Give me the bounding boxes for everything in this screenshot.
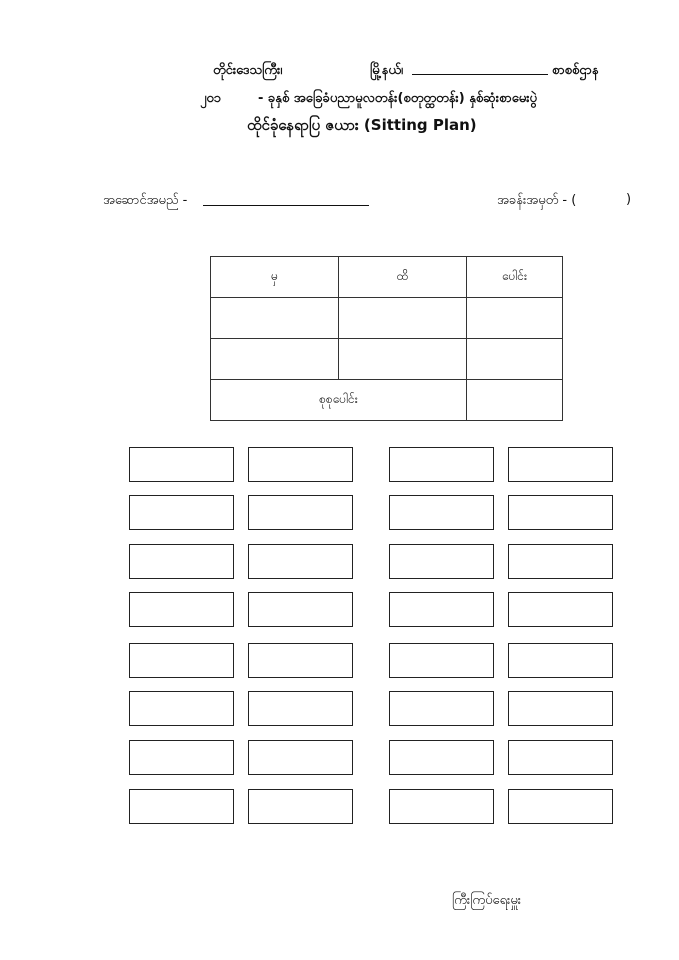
seat-box[interactable]: [508, 447, 613, 482]
seat-box[interactable]: [129, 740, 234, 775]
seat-box[interactable]: [508, 691, 613, 726]
seat-box[interactable]: [508, 740, 613, 775]
seat-box[interactable]: [248, 740, 353, 775]
summary-row: [211, 298, 563, 339]
township-label: မြို့နယ်၊: [370, 63, 404, 78]
seat-box[interactable]: [389, 495, 494, 530]
seat-box[interactable]: [248, 592, 353, 627]
cell-total-1[interactable]: [467, 298, 563, 339]
room-label: အခန်းအမှတ် - (: [497, 193, 577, 208]
cell-from-1[interactable]: [211, 298, 339, 339]
grand-total-label: စုစုပေါင်း: [211, 380, 467, 421]
supervisor-label: ကြီးကြပ်ရေးမှူး: [452, 893, 522, 908]
seat-box[interactable]: [389, 691, 494, 726]
township-blank-line[interactable]: [412, 74, 548, 75]
seat-box[interactable]: [508, 592, 613, 627]
seat-box[interactable]: [248, 643, 353, 678]
header-total: ပေါင်း: [467, 257, 563, 298]
seat-box[interactable]: [389, 544, 494, 579]
seat-box[interactable]: [389, 740, 494, 775]
region-label: တိုင်းဒေသကြီး၊: [213, 63, 283, 78]
seat-box[interactable]: [248, 447, 353, 482]
cell-from-2[interactable]: [211, 339, 339, 380]
summary-row: [211, 339, 563, 380]
seat-box[interactable]: [129, 691, 234, 726]
seat-box[interactable]: [508, 789, 613, 824]
seat-box[interactable]: [389, 592, 494, 627]
seat-box[interactable]: [389, 789, 494, 824]
seat-box[interactable]: [508, 643, 613, 678]
summary-table: [210, 256, 563, 421]
plan-title: ထိုင်ခုံနေရာပြ ဇယား (Sitting Plan): [247, 116, 477, 134]
seat-box[interactable]: [248, 789, 353, 824]
seat-box[interactable]: [129, 789, 234, 824]
seat-box[interactable]: [129, 544, 234, 579]
cell-to-2[interactable]: [339, 339, 467, 380]
summary-header-row: [211, 257, 563, 298]
building-blank-line[interactable]: [203, 205, 369, 206]
seat-box[interactable]: [129, 495, 234, 530]
exam-title: - ခုနှစ် အခြေခံပညာမူလတန်း(စတုတ္ထတန်း) နှစ်ဆုံးစာမေးပွဲ: [258, 91, 537, 106]
seat-box[interactable]: [508, 495, 613, 530]
header-to: ထိ: [339, 257, 467, 298]
seat-box[interactable]: [248, 691, 353, 726]
summary-total-row: [211, 380, 563, 421]
seat-box[interactable]: [389, 643, 494, 678]
header-from: မှ: [211, 257, 339, 298]
grand-total-cell[interactable]: [467, 380, 563, 421]
seat-box[interactable]: [129, 592, 234, 627]
building-label: အဆောင်အမည် -: [103, 193, 188, 208]
seat-box[interactable]: [129, 643, 234, 678]
cell-total-2[interactable]: [467, 339, 563, 380]
seat-box[interactable]: [248, 495, 353, 530]
seat-box[interactable]: [389, 447, 494, 482]
exam-year: ၂၀၁: [200, 91, 222, 106]
room-close-paren: ): [626, 192, 632, 207]
school-label: စာစစ်ဌာန: [552, 63, 599, 78]
cell-to-1[interactable]: [339, 298, 467, 339]
seat-box[interactable]: [248, 544, 353, 579]
seat-box[interactable]: [508, 544, 613, 579]
seat-box[interactable]: [129, 447, 234, 482]
